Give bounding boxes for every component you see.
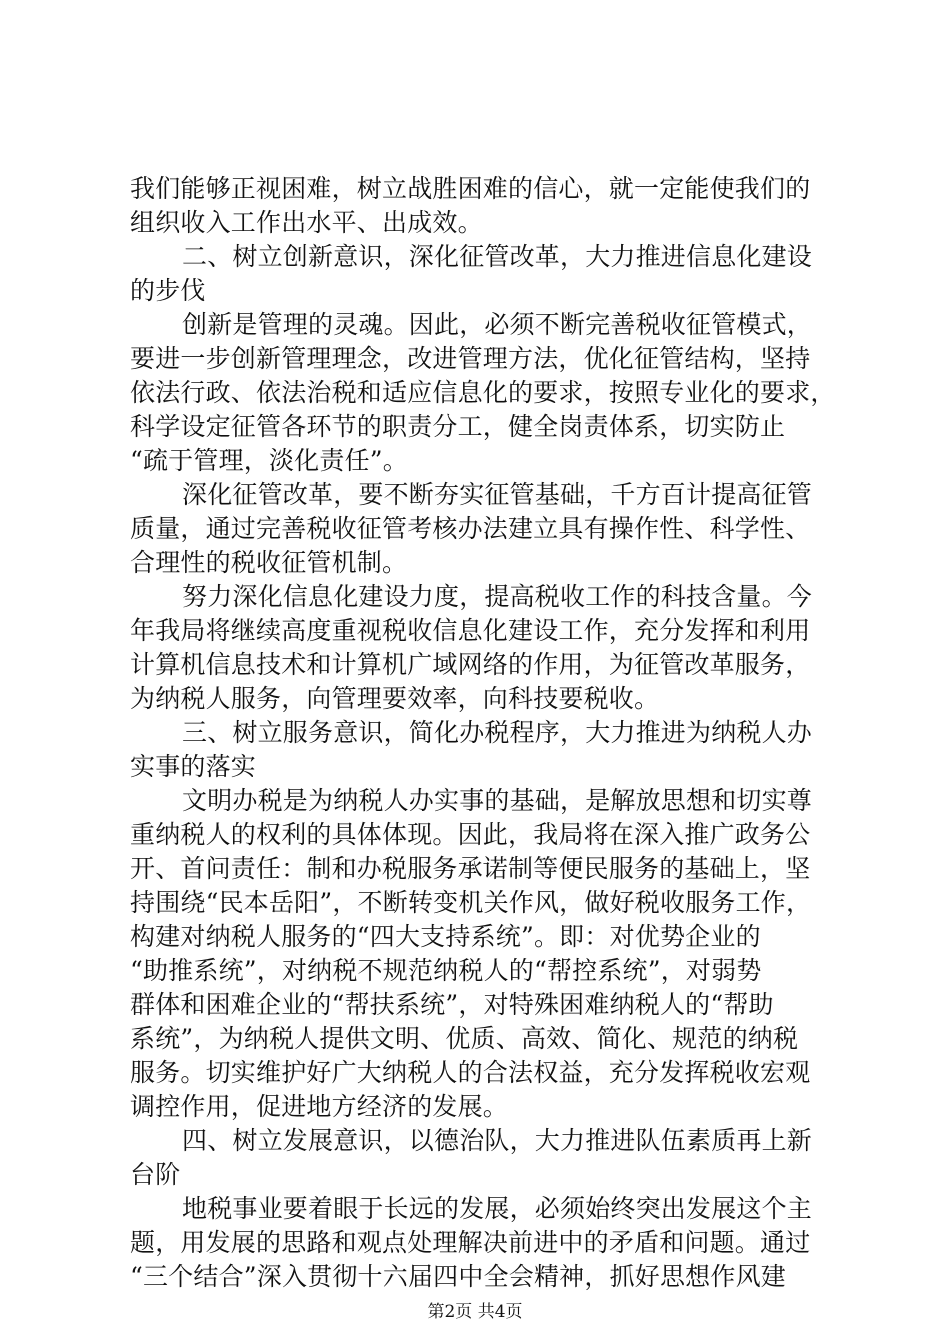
text-line: 质量，通过完善税收征管考核办法建立具有操作性、科学性、 <box>130 514 811 543</box>
text-line: 三、树立服务意识，简化办税程序，大力推进为纳税人办 <box>182 718 813 747</box>
text-line: 的步伐 <box>130 276 206 305</box>
text-line: 文明办税是为纳税人办实事的基础，是解放思想和切实尊 <box>182 786 813 815</box>
text-line: 服务。切实维护好广大纳税人的合法权益，充分发挥税收宏观 <box>130 1058 811 1087</box>
text-line: 构建对纳税人服务的“四大支持系统”。即：对优势企业的 <box>130 922 761 951</box>
text-line: 实事的落实 <box>130 752 257 781</box>
text-line: 年我局将继续高度重视税收信息化建设工作，充分发挥和利用 <box>130 616 811 645</box>
text-line: 系统”，为纳税人提供文明、优质、高效、简化、规范的纳税 <box>130 1024 799 1053</box>
text-line: 二、树立创新意识，深化征管改革，大力推进信息化建设 <box>182 242 813 271</box>
text-line: 群体和困难企业的“帮扶系统”，对特殊困难纳税人的“帮助 <box>130 990 774 1019</box>
page-number-footer: 第2页 共4页 <box>427 1302 523 1322</box>
text-line: 创新是管理的灵魂。因此，必须不断完善税收征管模式， <box>182 310 813 339</box>
text-line: 努力深化信息化建设力度，提高税收工作的科技含量。今 <box>182 582 813 611</box>
text-line: 四、树立发展意识，以德治队，大力推进队伍素质再上新 <box>182 1126 813 1155</box>
text-line: 组织收入工作出水平、出成效。 <box>130 208 483 237</box>
text-line: “三个结合”深入贯彻十六届四中全会精神，抓好思想作风建 <box>130 1262 786 1291</box>
text-line: 地税事业要着眼于长远的发展，必须始终突出发展这个主 <box>182 1194 813 1223</box>
text-line: 开、首问责任：制和办税服务承诺制等便民服务的基础上，坚 <box>130 854 811 883</box>
text-line: 台阶 <box>130 1160 181 1189</box>
text-line: 重纳税人的权利的具体体现。因此，我局将在深入推广政务公 <box>130 820 811 849</box>
text-line: 我们能够正视困难，树立战胜困难的信心，就一定能使我们的 <box>130 174 811 203</box>
text-line: 持围绕“民本岳阳”，不断转变机关作风，做好税收服务工作， <box>130 888 812 917</box>
text-line: 计算机信息技术和计算机广域网络的作用，为征管改革服务， <box>130 650 811 679</box>
text-line: 调控作用，促进地方经济的发展。 <box>130 1092 509 1121</box>
text-line: 为纳税人服务，向管理要效率，向科技要税收。 <box>130 684 660 713</box>
text-line: 依法行政、依法治税和适应信息化的要求，按照专业化的要求， <box>130 378 836 407</box>
text-line: 科学设定征管各环节的职责分工，健全岗责体系，切实防止 <box>130 412 786 441</box>
text-line: “疏于管理，淡化责任”。 <box>130 446 408 475</box>
text-line: 题，用发展的思路和观点处理解决前进中的矛盾和问题。通过 <box>130 1228 811 1257</box>
document-body <box>130 172 836 1294</box>
text-line: “助推系统”，对纳税不规范纳税人的“帮控系统”，对弱势 <box>130 956 762 985</box>
text-line: 要进一步创新管理理念，改进管理方法，优化征管结构，坚持 <box>130 344 811 373</box>
text-line: 深化征管改革，要不断夯实征管基础，千方百计提高征管 <box>182 480 813 509</box>
text-line: 合理性的税收征管机制。 <box>130 548 408 577</box>
